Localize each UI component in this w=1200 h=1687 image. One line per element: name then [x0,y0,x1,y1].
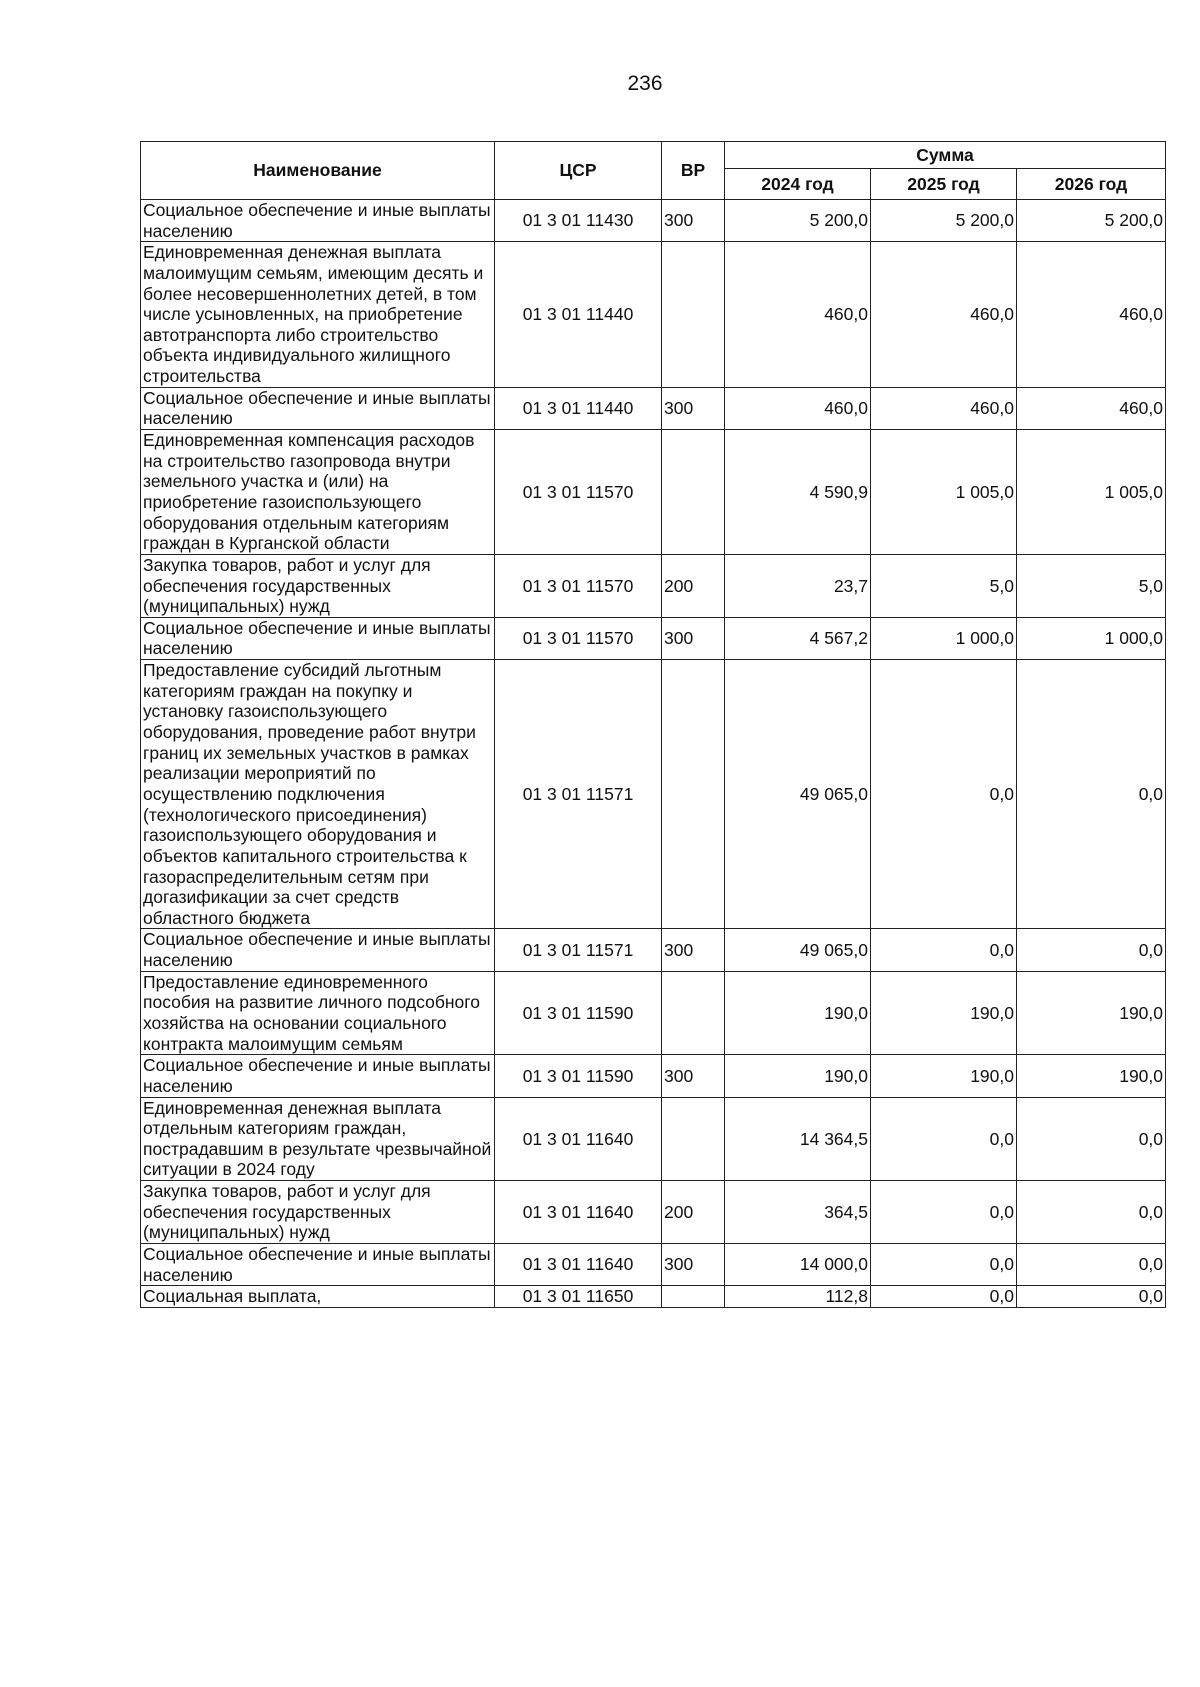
row-name-cell: Социальное обеспечение и иные выплаты населению [141,1055,495,1097]
row-name-cell: Единовременная денежная выплата малоимущим семьям, имеющим десять и более несовершеннолетних детей, в том числе усыновленных, на приобретение автотранспорта либо строительство объекта индивидуального жилищного строительства [141,242,495,387]
row-amount-2026-cell: 0,0 [1017,1244,1166,1286]
row-csr-cell: 01 3 01 11640 [495,1181,662,1244]
row-amount-2025-cell: 0,0 [871,929,1017,971]
row-vr-cell [662,971,725,1055]
row-amount-2025-cell: 5 200,0 [871,200,1017,242]
table-row [141,1097,1166,1181]
row-amount-2025-cell: 0,0 [871,660,1017,929]
row-amount-2026-cell: 0,0 [1017,1097,1166,1181]
table-body [141,200,1166,1308]
table-row [141,242,1166,387]
row-amount-2024-cell: 4 567,2 [725,617,871,659]
row-amount-2026-cell: 0,0 [1017,929,1166,971]
row-vr-cell: 300 [662,929,725,971]
row-csr-cell: 01 3 01 11430 [495,200,662,242]
row-name-cell: Социальная выплата, [141,1286,495,1308]
table-row [141,430,1166,555]
row-csr-cell: 01 3 01 11650 [495,1286,662,1308]
row-vr-cell: 300 [662,1055,725,1097]
table-row [141,554,1166,617]
header-csr: ЦСР [495,142,662,200]
row-name-cell: Единовременная денежная выплата отдельным категориям граждан, пострадавшим в результате чрезвычайной ситуации в 2024 году [141,1097,495,1181]
row-name-cell: Социальное обеспечение и иные выплаты населению [141,929,495,971]
row-amount-2024-cell: 14 000,0 [725,1244,871,1286]
row-amount-2025-cell: 5,0 [871,554,1017,617]
row-amount-2024-cell: 5 200,0 [725,200,871,242]
row-amount-2025-cell: 190,0 [871,971,1017,1055]
row-csr-cell: 01 3 01 11590 [495,1055,662,1097]
row-vr-cell: 300 [662,1244,725,1286]
row-amount-2025-cell: 0,0 [871,1244,1017,1286]
row-csr-cell: 01 3 01 11571 [495,660,662,929]
row-amount-2024-cell: 23,7 [725,554,871,617]
row-name-cell: Единовременная компенсация расходов на строительство газопровода внутри земельного участка и (или) на приобретение газоиспользующего оборудования отдельным категориям граждан в Курганской области [141,430,495,555]
header-year-2024: 2024 год [725,169,871,200]
row-vr-cell [662,242,725,387]
row-amount-2026-cell: 1 000,0 [1017,617,1166,659]
row-amount-2025-cell: 0,0 [871,1286,1017,1308]
row-amount-2026-cell: 190,0 [1017,1055,1166,1097]
row-name-cell: Закупка товаров, работ и услуг для обеспечения государственных (муниципальных) нужд [141,1181,495,1244]
row-amount-2024-cell: 112,8 [725,1286,871,1308]
row-csr-cell: 01 3 01 11570 [495,617,662,659]
row-csr-cell: 01 3 01 11440 [495,387,662,429]
row-csr-cell: 01 3 01 11640 [495,1097,662,1181]
row-vr-cell [662,660,725,929]
row-amount-2026-cell: 0,0 [1017,1286,1166,1308]
table-row [141,929,1166,971]
header-year-2025: 2025 год [871,169,1017,200]
row-amount-2024-cell: 14 364,5 [725,1097,871,1181]
row-vr-cell [662,430,725,555]
row-amount-2025-cell: 190,0 [871,1055,1017,1097]
row-amount-2026-cell: 190,0 [1017,971,1166,1055]
row-csr-cell: 01 3 01 11570 [495,430,662,555]
table-row [141,1244,1166,1286]
header-sum: Сумма [725,142,1166,169]
row-csr-cell: 01 3 01 11571 [495,929,662,971]
table-row [141,387,1166,429]
row-amount-2024-cell: 190,0 [725,1055,871,1097]
row-vr-cell: 300 [662,200,725,242]
header-name: Наименование [141,142,495,200]
row-amount-2024-cell: 190,0 [725,971,871,1055]
table-row [141,1181,1166,1244]
table-row [141,1286,1166,1308]
row-csr-cell: 01 3 01 11440 [495,242,662,387]
budget-table [140,141,1166,1308]
row-name-cell: Предоставление субсидий льготным категориям граждан на покупку и установку газоиспользующего оборудования, проведение работ внутри границ их земельных участков в рамках реализации мероприятий по осуществлению подключения (технологического присоединения) газоиспользующего оборудования и объектов капитального строительства к газораспределительным сетям при догазификации за счет средств областного бюджета [141,660,495,929]
row-amount-2026-cell: 0,0 [1017,660,1166,929]
row-amount-2024-cell: 364,5 [725,1181,871,1244]
header-year-2026: 2026 год [1017,169,1166,200]
table-row [141,617,1166,659]
row-amount-2024-cell: 49 065,0 [725,929,871,971]
table-row [141,200,1166,242]
row-name-cell: Закупка товаров, работ и услуг для обеспечения государственных (муниципальных) нужд [141,554,495,617]
row-amount-2025-cell: 0,0 [871,1181,1017,1244]
row-amount-2026-cell: 460,0 [1017,387,1166,429]
row-amount-2025-cell: 1 005,0 [871,430,1017,555]
row-amount-2026-cell: 5,0 [1017,554,1166,617]
row-name-cell: Социальное обеспечение и иные выплаты населению [141,200,495,242]
row-vr-cell [662,1286,725,1308]
row-name-cell: Социальное обеспечение и иные выплаты населению [141,1244,495,1286]
row-vr-cell [662,1097,725,1181]
row-name-cell: Предоставление единовременного пособия на развитие личного подсобного хозяйства на основании социального контракта малоимущим семьям [141,971,495,1055]
row-amount-2026-cell: 460,0 [1017,242,1166,387]
row-csr-cell: 01 3 01 11590 [495,971,662,1055]
row-amount-2024-cell: 4 590,9 [725,430,871,555]
table-row [141,660,1166,929]
header-vr: ВР [662,142,725,200]
table-row [141,1055,1166,1097]
row-amount-2025-cell: 460,0 [871,242,1017,387]
row-amount-2026-cell: 5 200,0 [1017,200,1166,242]
row-vr-cell: 200 [662,1181,725,1244]
row-csr-cell: 01 3 01 11640 [495,1244,662,1286]
row-amount-2025-cell: 0,0 [871,1097,1017,1181]
row-amount-2025-cell: 1 000,0 [871,617,1017,659]
row-amount-2024-cell: 460,0 [725,387,871,429]
row-amount-2026-cell: 0,0 [1017,1181,1166,1244]
row-vr-cell: 200 [662,554,725,617]
page-number: 236 [627,72,663,95]
row-amount-2024-cell: 460,0 [725,242,871,387]
row-amount-2025-cell: 460,0 [871,387,1017,429]
row-csr-cell: 01 3 01 11570 [495,554,662,617]
row-name-cell: Социальное обеспечение и иные выплаты населению [141,617,495,659]
row-vr-cell: 300 [662,387,725,429]
table-header [141,142,1166,200]
row-amount-2026-cell: 1 005,0 [1017,430,1166,555]
table-row [141,971,1166,1055]
row-amount-2024-cell: 49 065,0 [725,660,871,929]
row-name-cell: Социальное обеспечение и иные выплаты населению [141,387,495,429]
row-vr-cell: 300 [662,617,725,659]
